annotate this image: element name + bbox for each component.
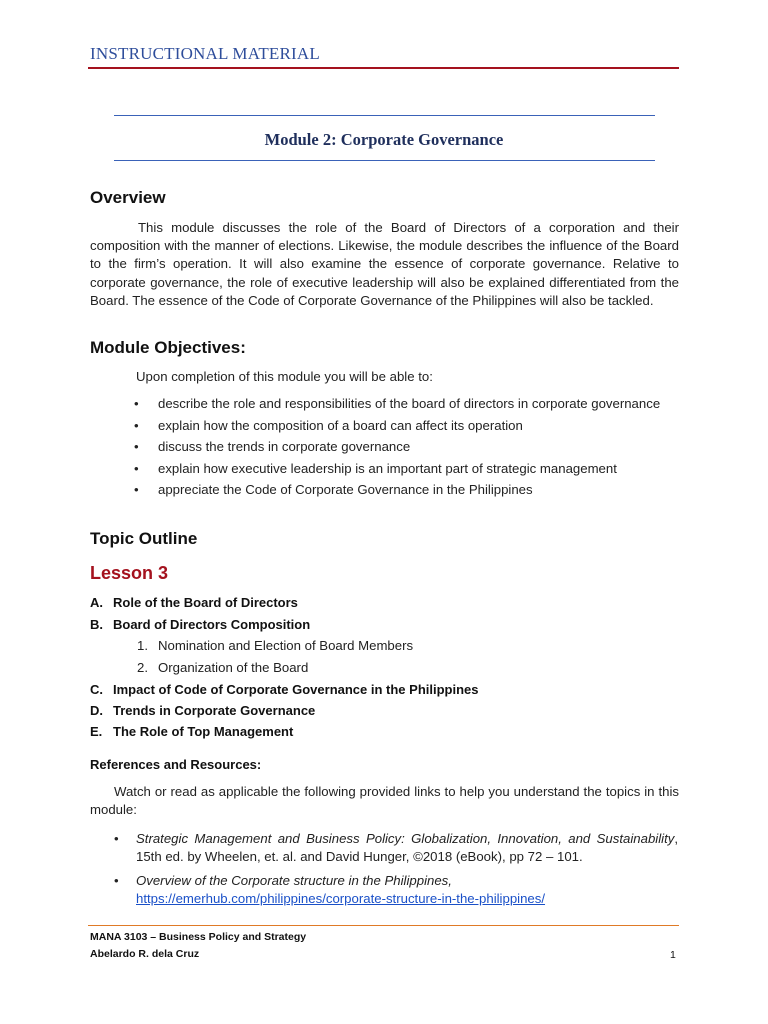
bullet-icon: • bbox=[134, 439, 139, 454]
module-title-bottom-rule bbox=[114, 160, 655, 161]
objective-item: • explain how executive leadership is an important part of strategic management bbox=[134, 460, 617, 476]
references-intro-paragraph bbox=[90, 783, 679, 819]
reference-item bbox=[114, 830, 678, 865]
footer-author: Abelardo R. dela Cruz bbox=[90, 948, 200, 960]
module-title-top-rule bbox=[114, 115, 655, 116]
page-number: 1 bbox=[670, 949, 676, 961]
bullet-icon: • bbox=[134, 396, 139, 411]
bullet-icon: • bbox=[114, 831, 119, 846]
outline-item: C. Impact of Code of Corporate Governance in the Philippines bbox=[90, 682, 479, 697]
objectives-intro: Upon completion of this module you will be able to: bbox=[136, 369, 433, 384]
objectives-heading: Module Objectives: bbox=[90, 338, 246, 357]
reference-details: , 15th ed. by Wheelen, et. al. and David Hunger, ©2018 (eBook), pp 72 – 101. bbox=[136, 831, 678, 864]
reference-title: Strategic Management and Business Policy: Globalization, Innovation, and Sustainability bbox=[136, 831, 675, 846]
overview-text: This module discusses the role of the Board of Directors of a corporation and their composition with the manner of elections. Likewise, the module describes the influence of the Board to the firm’s operation. It will also examine the essence of corporate governance. Relative to corporate governance, the role of executive leadership will also be explained differentiated from the Board. The essence of the Code of Corporate Governance of the Philippines will also be tackled. bbox=[90, 220, 679, 308]
references-list bbox=[114, 830, 678, 907]
objective-item: • describe the role and responsibilities of the board of directors in corporate governance bbox=[134, 396, 661, 411]
outline-item: B. Board of Directors Composition bbox=[90, 617, 311, 632]
reference-title: Overview of the Corporate structure in the Philippines, bbox=[136, 873, 452, 888]
bullet-icon: • bbox=[134, 417, 139, 433]
bullet-icon: • bbox=[134, 482, 139, 497]
bullet-icon: • bbox=[114, 873, 119, 888]
outline-item: A. Role of the Board of Directors bbox=[90, 595, 298, 610]
outline-sub-item: 2. Organization of the Board bbox=[137, 660, 309, 675]
outline-item: D. Trends in Corporate Governance bbox=[90, 703, 316, 718]
lesson-heading: Lesson 3 bbox=[90, 563, 169, 583]
overview-paragraph bbox=[90, 219, 679, 310]
overview-heading: Overview bbox=[90, 188, 166, 207]
objectives-list bbox=[134, 396, 677, 504]
footer-rule bbox=[88, 925, 679, 926]
objective-item: • appreciate the Code of Corporate Governance in the Philippines bbox=[134, 482, 533, 497]
outline-sub-item: 1. Nomination and Election of Board Members bbox=[137, 638, 414, 653]
reference-item bbox=[114, 872, 678, 907]
module-title: Module 2: Corporate Governance bbox=[264, 130, 504, 149]
references-intro: Watch or read as applicable the following provided links to help you understand the topics in this module: bbox=[90, 784, 679, 818]
bullet-icon: • bbox=[134, 460, 139, 476]
topic-outline-heading: Topic Outline bbox=[90, 529, 198, 548]
reference-link[interactable]: https://emerhub.com/philippines/corporate-structure-in-the-philippines/ bbox=[136, 890, 546, 906]
outline-item: E. The Role of Top Management bbox=[90, 724, 294, 739]
objective-item: • discuss the trends in corporate governance bbox=[134, 439, 411, 454]
header-title: INSTRUCTIONAL MATERIAL bbox=[90, 44, 320, 63]
references-heading: References and Resources: bbox=[90, 757, 262, 772]
footer-course: MANA 3103 – Business Policy and Strategy bbox=[90, 931, 307, 943]
objective-item: • explain how the composition of a board can affect its operation bbox=[134, 417, 523, 433]
header-rule bbox=[88, 67, 679, 69]
